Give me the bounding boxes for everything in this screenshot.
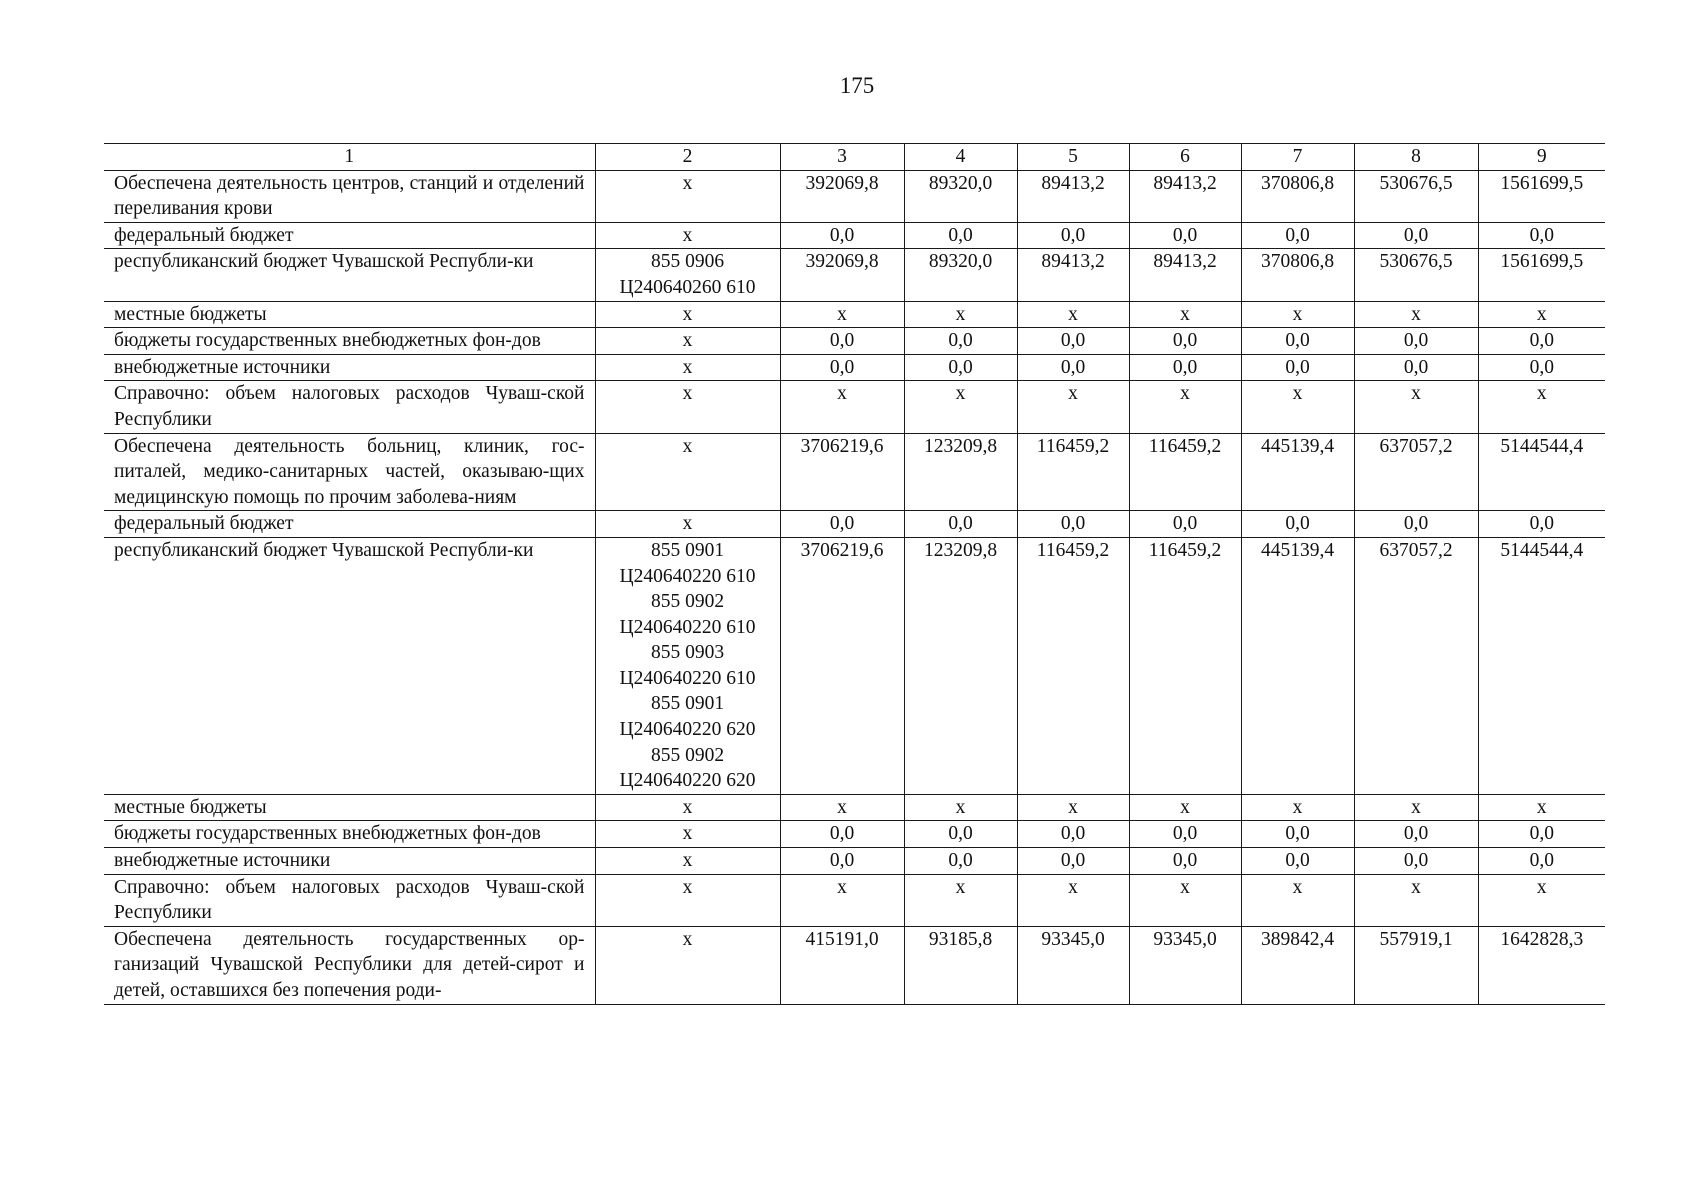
- value-cell: 0,0: [1354, 328, 1478, 355]
- table-row: [104, 433, 1605, 511]
- budget-code-cell: x: [595, 821, 780, 848]
- value-cell: 0,0: [1129, 328, 1241, 355]
- value-cell: x: [1241, 301, 1354, 328]
- value-cell: x: [780, 874, 904, 926]
- value-cell: 445139,4: [1241, 537, 1354, 794]
- budget-code-cell: x: [595, 848, 780, 875]
- row-label-cell: Справочно: объем налоговых расходов Чуваш-ской Республики: [104, 381, 595, 433]
- row-label-cell: внебюджетные источники: [104, 354, 595, 381]
- value-cell: x: [1017, 381, 1129, 433]
- value-cell: 0,0: [1241, 511, 1354, 538]
- value-cell: 0,0: [1017, 354, 1129, 381]
- value-cell: 93345,0: [1017, 926, 1129, 1004]
- value-cell: 116459,2: [1129, 433, 1241, 511]
- value-cell: 89320,0: [904, 170, 1017, 222]
- value-cell: 89413,2: [1017, 170, 1129, 222]
- value-cell: x: [1241, 381, 1354, 433]
- budget-code-cell: x: [595, 328, 780, 355]
- value-cell: 0,0: [904, 848, 1017, 875]
- value-cell: 93185,8: [904, 926, 1017, 1004]
- value-cell: x: [1354, 874, 1478, 926]
- value-cell: x: [780, 301, 904, 328]
- value-cell: 0,0: [1129, 511, 1241, 538]
- value-cell: 0,0: [1354, 848, 1478, 875]
- value-cell: x: [1129, 794, 1241, 821]
- value-cell: 0,0: [780, 354, 904, 381]
- budget-code-cell: x: [595, 170, 780, 222]
- value-cell: 389842,4: [1241, 926, 1354, 1004]
- row-label-cell: республиканский бюджет Чувашской Республи-ки: [104, 249, 595, 301]
- row-label-cell: бюджеты государственных внебюджетных фон-дов: [104, 821, 595, 848]
- column-number-cell: 4: [904, 144, 1017, 171]
- table-row: [104, 222, 1605, 249]
- value-cell: 89413,2: [1017, 249, 1129, 301]
- column-number-cell: 8: [1354, 144, 1478, 171]
- row-label-cell: местные бюджеты: [104, 794, 595, 821]
- row-label-cell: Обеспечена деятельность государственных ор-ганизаций Чувашской Республики для детей-сирот и детей, оставшихся без попечения роди-: [104, 926, 595, 1004]
- table-row: [104, 821, 1605, 848]
- value-cell: 392069,8: [780, 249, 904, 301]
- value-cell: 89320,0: [904, 249, 1017, 301]
- budget-code-cell: 855 0901 Ц240640220 610 855 0902 Ц240640220 610 855 0903 Ц240640220 610 855 0901 Ц240640220 620 855 0902 Ц240640220 620: [595, 537, 780, 794]
- value-cell: 1561699,5: [1478, 249, 1605, 301]
- value-cell: x: [904, 794, 1017, 821]
- budget-code-cell: x: [595, 511, 780, 538]
- value-cell: x: [1354, 301, 1478, 328]
- value-cell: 0,0: [1241, 821, 1354, 848]
- table-row: [104, 381, 1605, 433]
- row-label-cell: Справочно: объем налоговых расходов Чуваш-ской Республики: [104, 874, 595, 926]
- value-cell: x: [1478, 794, 1605, 821]
- budget-table: [104, 143, 1605, 1005]
- value-cell: 0,0: [1129, 222, 1241, 249]
- table-row: [104, 848, 1605, 875]
- value-cell: 0,0: [1354, 821, 1478, 848]
- column-number-row: [104, 144, 1605, 171]
- column-number-cell: 3: [780, 144, 904, 171]
- value-cell: 445139,4: [1241, 433, 1354, 511]
- value-cell: x: [780, 794, 904, 821]
- value-cell: x: [904, 874, 1017, 926]
- row-label-cell: внебюджетные источники: [104, 848, 595, 875]
- value-cell: 0,0: [780, 848, 904, 875]
- value-cell: x: [1017, 874, 1129, 926]
- value-cell: 0,0: [904, 354, 1017, 381]
- value-cell: 557919,1: [1354, 926, 1478, 1004]
- table-row: [104, 249, 1605, 301]
- table-row: [104, 926, 1605, 1004]
- value-cell: 89413,2: [1129, 249, 1241, 301]
- value-cell: 0,0: [904, 511, 1017, 538]
- value-cell: 116459,2: [1017, 537, 1129, 794]
- value-cell: 0,0: [780, 222, 904, 249]
- column-number-cell: 2: [595, 144, 780, 171]
- value-cell: 0,0: [1017, 511, 1129, 538]
- row-label-cell: республиканский бюджет Чувашской Республи-ки: [104, 537, 595, 794]
- column-number-cell: 5: [1017, 144, 1129, 171]
- value-cell: x: [1241, 874, 1354, 926]
- budget-code-cell: x: [595, 874, 780, 926]
- value-cell: 0,0: [1017, 821, 1129, 848]
- value-cell: 93345,0: [1129, 926, 1241, 1004]
- value-cell: 370806,8: [1241, 170, 1354, 222]
- value-cell: x: [1478, 301, 1605, 328]
- table-row: [104, 328, 1605, 355]
- column-number-cell: 9: [1478, 144, 1605, 171]
- value-cell: 530676,5: [1354, 170, 1478, 222]
- value-cell: 0,0: [780, 821, 904, 848]
- value-cell: 415191,0: [780, 926, 904, 1004]
- column-number-cell: 7: [1241, 144, 1354, 171]
- row-label-cell: Обеспечена деятельность больниц, клиник, гос-питалей, медико-санитарных частей, оказываю-щих медицинскую помощь по прочим заболева-ниям: [104, 433, 595, 511]
- value-cell: x: [1241, 794, 1354, 821]
- value-cell: 0,0: [1478, 222, 1605, 249]
- value-cell: 0,0: [904, 222, 1017, 249]
- value-cell: x: [1478, 381, 1605, 433]
- budget-code-cell: x: [595, 301, 780, 328]
- value-cell: 637057,2: [1354, 433, 1478, 511]
- value-cell: 0,0: [1478, 848, 1605, 875]
- table-row: [104, 794, 1605, 821]
- value-cell: 5144544,4: [1478, 537, 1605, 794]
- value-cell: 530676,5: [1354, 249, 1478, 301]
- value-cell: x: [1017, 794, 1129, 821]
- budget-code-cell: x: [595, 433, 780, 511]
- budget-code-cell: x: [595, 381, 780, 433]
- value-cell: 0,0: [1241, 222, 1354, 249]
- value-cell: 0,0: [1478, 354, 1605, 381]
- value-cell: x: [904, 381, 1017, 433]
- value-cell: 1561699,5: [1478, 170, 1605, 222]
- value-cell: 0,0: [1241, 848, 1354, 875]
- table-row: [104, 511, 1605, 538]
- table-row: [104, 301, 1605, 328]
- value-cell: 0,0: [1354, 511, 1478, 538]
- table-body: [104, 144, 1605, 1005]
- value-cell: 3706219,6: [780, 433, 904, 511]
- value-cell: x: [1129, 301, 1241, 328]
- value-cell: 0,0: [1354, 222, 1478, 249]
- column-number-cell: 6: [1129, 144, 1241, 171]
- value-cell: 5144544,4: [1478, 433, 1605, 511]
- value-cell: x: [1129, 874, 1241, 926]
- value-cell: x: [1129, 381, 1241, 433]
- value-cell: 392069,8: [780, 170, 904, 222]
- budget-code-cell: x: [595, 794, 780, 821]
- row-label-cell: Обеспечена деятельность центров, станций и отделений переливания крови: [104, 170, 595, 222]
- table-row: [104, 170, 1605, 222]
- value-cell: 116459,2: [1017, 433, 1129, 511]
- value-cell: 0,0: [904, 821, 1017, 848]
- value-cell: 116459,2: [1129, 537, 1241, 794]
- value-cell: 370806,8: [1241, 249, 1354, 301]
- value-cell: 0,0: [1241, 354, 1354, 381]
- value-cell: 0,0: [1478, 821, 1605, 848]
- value-cell: 0,0: [1478, 328, 1605, 355]
- budget-code-cell: x: [595, 222, 780, 249]
- table-row: [104, 537, 1605, 794]
- value-cell: 89413,2: [1129, 170, 1241, 222]
- value-cell: 3706219,6: [780, 537, 904, 794]
- value-cell: 0,0: [1017, 848, 1129, 875]
- budget-code-cell: 855 0906 Ц240640260 610: [595, 249, 780, 301]
- value-cell: 0,0: [1129, 821, 1241, 848]
- value-cell: 0,0: [1241, 328, 1354, 355]
- value-cell: 0,0: [1129, 848, 1241, 875]
- value-cell: 0,0: [780, 511, 904, 538]
- value-cell: 0,0: [780, 328, 904, 355]
- value-cell: x: [904, 301, 1017, 328]
- value-cell: x: [1354, 794, 1478, 821]
- value-cell: x: [1017, 301, 1129, 328]
- value-cell: 0,0: [1017, 328, 1129, 355]
- row-label-cell: бюджеты государственных внебюджетных фон-дов: [104, 328, 595, 355]
- budget-code-cell: x: [595, 926, 780, 1004]
- value-cell: 0,0: [1017, 222, 1129, 249]
- budget-code-cell: x: [595, 354, 780, 381]
- table-row: [104, 354, 1605, 381]
- value-cell: x: [1354, 381, 1478, 433]
- row-label-cell: федеральный бюджет: [104, 222, 595, 249]
- value-cell: 1642828,3: [1478, 926, 1605, 1004]
- value-cell: x: [1478, 874, 1605, 926]
- column-number-cell: 1: [104, 144, 595, 171]
- value-cell: 0,0: [1129, 354, 1241, 381]
- value-cell: 0,0: [1478, 511, 1605, 538]
- value-cell: 123209,8: [904, 433, 1017, 511]
- row-label-cell: местные бюджеты: [104, 301, 595, 328]
- value-cell: 637057,2: [1354, 537, 1478, 794]
- table-row: [104, 874, 1605, 926]
- value-cell: 0,0: [1354, 354, 1478, 381]
- page-number: 175: [839, 73, 875, 98]
- value-cell: 123209,8: [904, 537, 1017, 794]
- value-cell: 0,0: [904, 328, 1017, 355]
- row-label-cell: федеральный бюджет: [104, 511, 595, 538]
- value-cell: x: [780, 381, 904, 433]
